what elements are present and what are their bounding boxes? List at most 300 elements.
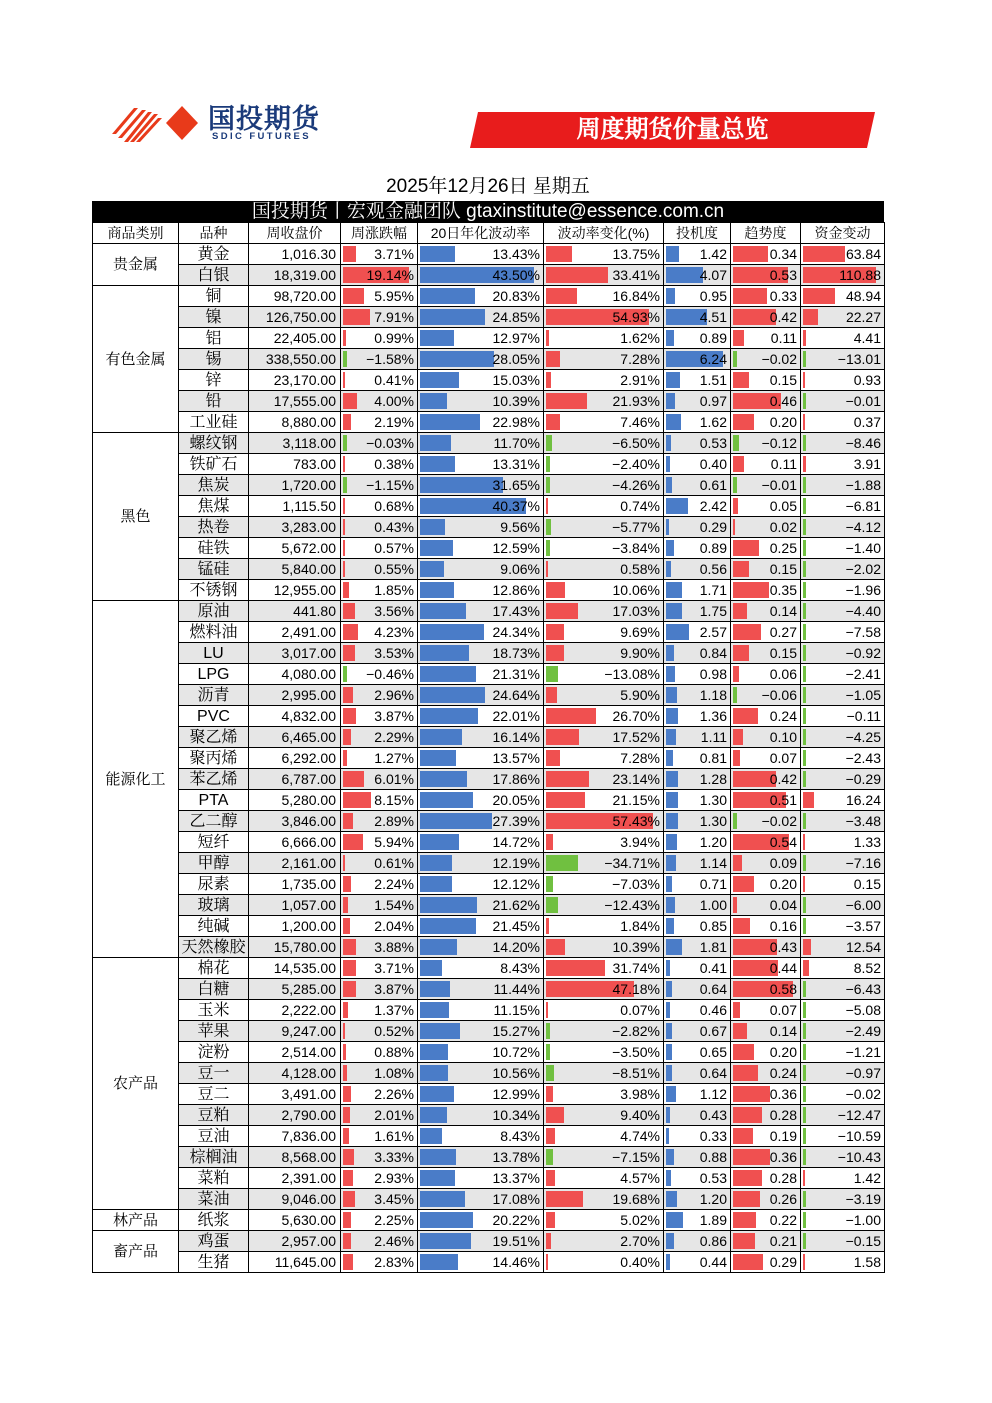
bar-cell [418, 454, 544, 475]
table-row [93, 727, 885, 748]
close-price: 338,550.00 [249, 349, 341, 370]
bar-cell [731, 664, 801, 685]
close-price: 22,405.00 [249, 328, 341, 349]
bar-cell [801, 1000, 885, 1021]
bar-cell [544, 643, 664, 664]
close-price: 18,319.00 [249, 265, 341, 286]
value-text: 0.24 [769, 707, 797, 724]
variety-name: 苯乙烯 [179, 769, 249, 790]
value-text: 17.43% [492, 602, 540, 619]
variety-name: 不锈钢 [179, 580, 249, 601]
table-row [93, 706, 885, 727]
bar-cell [731, 853, 801, 874]
report-date: 2025年12月26日 星期五 [386, 176, 590, 197]
value-text: 0.58 [769, 980, 797, 997]
value-text: 20.05% [492, 791, 540, 808]
variety-name: 热卷 [179, 517, 249, 538]
value-text: 0.04 [769, 896, 797, 913]
value-text: 0.36 [769, 1148, 797, 1165]
close-price: 98,720.00 [249, 286, 341, 307]
close-price: 7,836.00 [249, 1126, 341, 1147]
value-text: 12.59% [492, 539, 540, 556]
close-price: 2,491.00 [249, 622, 341, 643]
bar-cell [801, 1084, 885, 1105]
close-price: 2,514.00 [249, 1042, 341, 1063]
value-text: 3.98% [620, 1085, 660, 1102]
bar-cell [544, 1000, 664, 1021]
company-name: 国投期货 [208, 104, 320, 134]
value-text: 110.88 [839, 266, 881, 283]
close-price: 9,247.00 [249, 1021, 341, 1042]
bar-cell [731, 1000, 801, 1021]
value-text: 1.42 [853, 1169, 881, 1186]
value-text: 17.52% [612, 728, 660, 745]
variety-name: 豆油 [179, 1126, 249, 1147]
variety-name: 鸡蛋 [179, 1231, 249, 1252]
bar-cell [664, 517, 731, 538]
value-text: 0.20 [769, 1043, 797, 1060]
bar-cell [731, 727, 801, 748]
value-text: 57.43% [612, 812, 660, 829]
bar-cell [731, 538, 801, 559]
bar-cell [544, 1231, 664, 1252]
value-text: −0.02 [761, 350, 797, 367]
table-row [93, 685, 885, 706]
variety-name: 螺纹钢 [179, 433, 249, 454]
value-text: 7.46% [620, 413, 660, 430]
table-row [93, 832, 885, 853]
variety-name: LPG [179, 664, 249, 685]
variety-name: 铝 [179, 328, 249, 349]
close-price: 12,955.00 [249, 580, 341, 601]
bar-cell [731, 1210, 801, 1231]
close-price: 2,161.00 [249, 853, 341, 874]
variety-name: 玉米 [179, 1000, 249, 1021]
value-text: 18.73% [492, 644, 540, 661]
value-text: 0.15 [853, 875, 881, 892]
value-text: 1.62% [620, 329, 660, 346]
bar-cell [801, 580, 885, 601]
table-row [93, 664, 885, 685]
table-row [93, 538, 885, 559]
value-text: 5.90% [620, 686, 660, 703]
variety-name: LU [179, 643, 249, 664]
value-text: 2.89% [374, 812, 414, 829]
variety-name: 焦炭 [179, 475, 249, 496]
value-text: 21.62% [492, 896, 540, 913]
value-text: 16.24 [845, 791, 881, 808]
value-text: 13.57% [492, 749, 540, 766]
close-price: 783.00 [249, 454, 341, 475]
bar-cell [731, 496, 801, 517]
bar-cell [664, 412, 731, 433]
bar-cell [544, 538, 664, 559]
bar-cell [341, 391, 418, 412]
table-row [93, 1084, 885, 1105]
bar-cell [418, 1021, 544, 1042]
bar-cell [341, 244, 418, 265]
bar-cell [341, 1147, 418, 1168]
value-text: 11.44% [493, 980, 540, 997]
value-text: 0.57% [374, 539, 414, 556]
value-text: 26.70% [612, 707, 660, 724]
value-text: 0.46 [769, 392, 797, 409]
value-text: 13.37% [492, 1169, 540, 1186]
close-price: 3,017.00 [249, 643, 341, 664]
bar-cell [418, 601, 544, 622]
value-text: 10.06% [612, 581, 660, 598]
bar-cell [731, 286, 801, 307]
value-text: 43.50% [492, 266, 540, 283]
bar-cell [664, 391, 731, 412]
value-text: 2.93% [374, 1169, 414, 1186]
table-row [93, 391, 885, 412]
table-row [93, 265, 885, 286]
bar-cell [544, 1147, 664, 1168]
value-text: 15.27% [492, 1022, 540, 1039]
variety-name: 菜油 [179, 1189, 249, 1210]
value-text: 0.29 [769, 1253, 797, 1270]
bar-cell [341, 433, 418, 454]
bar-cell [731, 832, 801, 853]
table-row [93, 1231, 885, 1252]
value-text: 1.51 [699, 371, 727, 388]
value-text: 2.70% [620, 1232, 660, 1249]
bar-cell [801, 328, 885, 349]
variety-name: 天然橡胶 [179, 937, 249, 958]
variety-name: 燃料油 [179, 622, 249, 643]
value-text: 16.84% [612, 287, 660, 304]
bar-cell [801, 916, 885, 937]
close-price: 5,840.00 [249, 559, 341, 580]
value-text: 0.42 [769, 308, 797, 325]
value-text: 0.20 [769, 875, 797, 892]
bar-cell [341, 958, 418, 979]
table-row [93, 307, 885, 328]
value-text: 9.90% [620, 644, 660, 661]
value-text: 0.67 [699, 1022, 727, 1039]
value-text: −1.21 [845, 1043, 881, 1060]
bar-cell [664, 664, 731, 685]
bar-cell [341, 622, 418, 643]
bar-cell [341, 475, 418, 496]
bar-cell [801, 1252, 885, 1273]
value-text: 2.42 [699, 497, 727, 514]
bar-cell [731, 391, 801, 412]
value-text: 0.54 [769, 833, 797, 850]
close-price: 1,115.50 [249, 496, 341, 517]
value-text: 24.85% [492, 308, 540, 325]
bar-cell [801, 559, 885, 580]
variety-name: 甲醇 [179, 853, 249, 874]
bar-cell [418, 328, 544, 349]
table-row [93, 1189, 885, 1210]
value-text: 0.14 [769, 1022, 797, 1039]
category-cell: 能源化工 [93, 601, 179, 958]
bar-cell [418, 1063, 544, 1084]
bar-cell [664, 748, 731, 769]
value-text: −1.58% [366, 350, 414, 367]
value-text: 3.87% [374, 980, 414, 997]
bar-cell [664, 1042, 731, 1063]
close-price: 5,672.00 [249, 538, 341, 559]
value-text: 47.18% [612, 980, 660, 997]
bar-cell [731, 1021, 801, 1042]
value-text: −4.25 [845, 728, 881, 745]
value-text: 17.03% [612, 602, 660, 619]
value-text: −0.11 [846, 707, 881, 724]
table-row [93, 475, 885, 496]
value-text: 19.51% [492, 1232, 540, 1249]
bar-cell [801, 307, 885, 328]
bar-cell [731, 1042, 801, 1063]
category-cell: 林产品 [93, 1210, 179, 1231]
value-text: 1.12 [699, 1085, 727, 1102]
bar-cell [731, 706, 801, 727]
bar-cell [418, 874, 544, 895]
value-text: 1.30 [699, 791, 727, 808]
table-row [93, 601, 885, 622]
close-price: 2,995.00 [249, 685, 341, 706]
value-text: 4.07 [699, 266, 727, 283]
bar-cell [341, 664, 418, 685]
value-text: 1.11 [700, 728, 727, 745]
bar-cell [544, 475, 664, 496]
bar-cell [731, 328, 801, 349]
value-text: 9.69% [620, 623, 660, 640]
bar-cell [664, 1210, 731, 1231]
bar-cell [341, 496, 418, 517]
bar-cell [801, 769, 885, 790]
bar-cell [418, 727, 544, 748]
value-text: 1.61% [374, 1127, 414, 1144]
bar-cell [664, 832, 731, 853]
bar-cell [341, 1000, 418, 1021]
value-text: −0.03% [366, 434, 414, 451]
table-row [93, 979, 885, 1000]
table-row [93, 874, 885, 895]
close-price: 1,200.00 [249, 916, 341, 937]
bar-cell [801, 475, 885, 496]
bar-cell [801, 454, 885, 475]
value-text: 0.97 [699, 392, 727, 409]
bar-cell [731, 895, 801, 916]
bar-cell [664, 874, 731, 895]
value-text: 1.62 [699, 413, 727, 430]
table-row [93, 1252, 885, 1273]
bar-cell [544, 1126, 664, 1147]
value-text: 31.65% [492, 476, 540, 493]
bar-cell [801, 601, 885, 622]
bar-cell [544, 748, 664, 769]
bar-cell [341, 454, 418, 475]
value-text: −7.03% [612, 875, 660, 892]
column-header: 投机度 [664, 223, 731, 244]
variety-name: 棕榈油 [179, 1147, 249, 1168]
bar-cell [731, 958, 801, 979]
value-text: 0.20 [769, 413, 797, 430]
value-text: 1.08% [374, 1064, 414, 1081]
value-text: 0.29 [699, 518, 727, 535]
bar-cell [341, 517, 418, 538]
bar-cell [731, 1189, 801, 1210]
value-text: 10.39% [612, 938, 660, 955]
bar-cell [664, 1189, 731, 1210]
table-row [93, 916, 885, 937]
bar-cell [664, 1126, 731, 1147]
bar-cell [801, 790, 885, 811]
bar-cell [544, 601, 664, 622]
close-price: 9,046.00 [249, 1189, 341, 1210]
variety-name: 沥青 [179, 685, 249, 706]
value-text: 0.34 [769, 245, 797, 262]
value-text: 0.16 [769, 917, 797, 934]
close-price: 4,832.00 [249, 706, 341, 727]
value-text: −3.50% [612, 1043, 660, 1060]
value-text: 4.00% [374, 392, 414, 409]
value-text: −2.40% [612, 455, 660, 472]
value-text: 21.45% [492, 917, 540, 934]
value-text: −6.81 [845, 497, 881, 514]
value-text: −6.50% [612, 434, 660, 451]
bar-cell [664, 454, 731, 475]
bar-cell [664, 937, 731, 958]
bar-cell [731, 874, 801, 895]
value-text: 48.94 [845, 287, 881, 304]
value-text: −0.12 [761, 434, 797, 451]
category-cell: 贵金属 [93, 244, 179, 286]
value-text: 0.36 [769, 1085, 797, 1102]
bar-cell [418, 1105, 544, 1126]
table-row [93, 244, 885, 265]
value-text: 19.68% [612, 1190, 660, 1207]
value-text: −0.01 [845, 392, 881, 409]
value-text: 20.22% [492, 1211, 540, 1228]
value-text: −0.01 [761, 476, 797, 493]
bar-cell [341, 1084, 418, 1105]
close-price: 15,780.00 [249, 937, 341, 958]
table-row [93, 958, 885, 979]
variety-name: 豆粕 [179, 1105, 249, 1126]
value-text: 33.41% [612, 266, 660, 283]
value-text: 1.84% [620, 917, 660, 934]
variety-name: 锌 [179, 370, 249, 391]
value-text: 0.19 [769, 1127, 797, 1144]
value-text: 0.07% [620, 1001, 660, 1018]
bar-cell [418, 790, 544, 811]
bar-cell [801, 979, 885, 1000]
variety-name: PTA [179, 790, 249, 811]
table-row [93, 559, 885, 580]
value-text: 0.61 [699, 476, 727, 493]
bar-cell [544, 790, 664, 811]
value-text: 0.64 [699, 980, 727, 997]
value-text: 21.31% [492, 665, 540, 682]
bar-cell [731, 790, 801, 811]
value-text: −2.82% [612, 1022, 660, 1039]
value-text: 1.18 [699, 686, 727, 703]
value-text: 0.26 [769, 1190, 797, 1207]
bar-cell [544, 433, 664, 454]
value-text: 10.72% [492, 1043, 540, 1060]
value-text: 0.85 [699, 917, 727, 934]
bar-cell [418, 958, 544, 979]
bar-cell [801, 349, 885, 370]
bar-cell [544, 244, 664, 265]
bar-cell [801, 412, 885, 433]
variety-name: 苹果 [179, 1021, 249, 1042]
bar-cell [801, 622, 885, 643]
value-text: 2.29% [374, 728, 414, 745]
close-price: 6,666.00 [249, 832, 341, 853]
bar-cell [341, 748, 418, 769]
value-text: 0.64 [699, 1064, 727, 1081]
bar-cell [418, 517, 544, 538]
value-text: 0.15 [769, 560, 797, 577]
value-text: 12.86% [492, 581, 540, 598]
company-name-en: SDIC FUTURES [212, 131, 311, 142]
value-text: 7.28% [620, 350, 660, 367]
variety-name: 短纤 [179, 832, 249, 853]
bar-cell [544, 1189, 664, 1210]
value-text: 6.01% [374, 770, 414, 787]
bar-cell [801, 517, 885, 538]
variety-name: 锰硅 [179, 559, 249, 580]
bar-cell [544, 706, 664, 727]
bar-cell [418, 643, 544, 664]
table-row [93, 1063, 885, 1084]
value-text: 0.07 [769, 749, 797, 766]
value-text: 0.41% [374, 371, 414, 388]
bar-cell [544, 853, 664, 874]
close-price: 1,016.30 [249, 244, 341, 265]
bar-cell [664, 727, 731, 748]
variety-name: 菜粕 [179, 1168, 249, 1189]
close-price: 8,568.00 [249, 1147, 341, 1168]
value-text: −0.02 [845, 1085, 881, 1102]
bar-cell [664, 958, 731, 979]
close-price: 6,787.00 [249, 769, 341, 790]
value-text: −4.40 [845, 602, 881, 619]
value-text: 0.86 [699, 1232, 727, 1249]
variety-name: 尿素 [179, 874, 249, 895]
bar-cell [341, 1210, 418, 1231]
value-text: −1.05 [845, 686, 881, 703]
value-text: 4.51 [699, 308, 727, 325]
value-text: −8.51% [612, 1064, 660, 1081]
bar-cell [731, 811, 801, 832]
value-text: 0.10 [769, 728, 797, 745]
value-text: 22.01% [492, 707, 540, 724]
bar-cell [341, 895, 418, 916]
bar-cell [418, 244, 544, 265]
bar-cell [341, 580, 418, 601]
value-text: 0.65 [699, 1043, 727, 1060]
bar-cell [664, 1231, 731, 1252]
value-text: −1.40 [845, 539, 881, 556]
value-text: 3.71% [374, 959, 414, 976]
bar-cell [341, 685, 418, 706]
value-text: 11.15% [493, 1001, 540, 1018]
value-text: 3.56% [374, 602, 414, 619]
close-price: 6,292.00 [249, 748, 341, 769]
value-text: −0.97 [845, 1064, 881, 1081]
bar-cell [664, 244, 731, 265]
table-row [93, 622, 885, 643]
variety-name: 原油 [179, 601, 249, 622]
bar-cell [731, 979, 801, 1000]
value-text: 0.25 [769, 539, 797, 556]
